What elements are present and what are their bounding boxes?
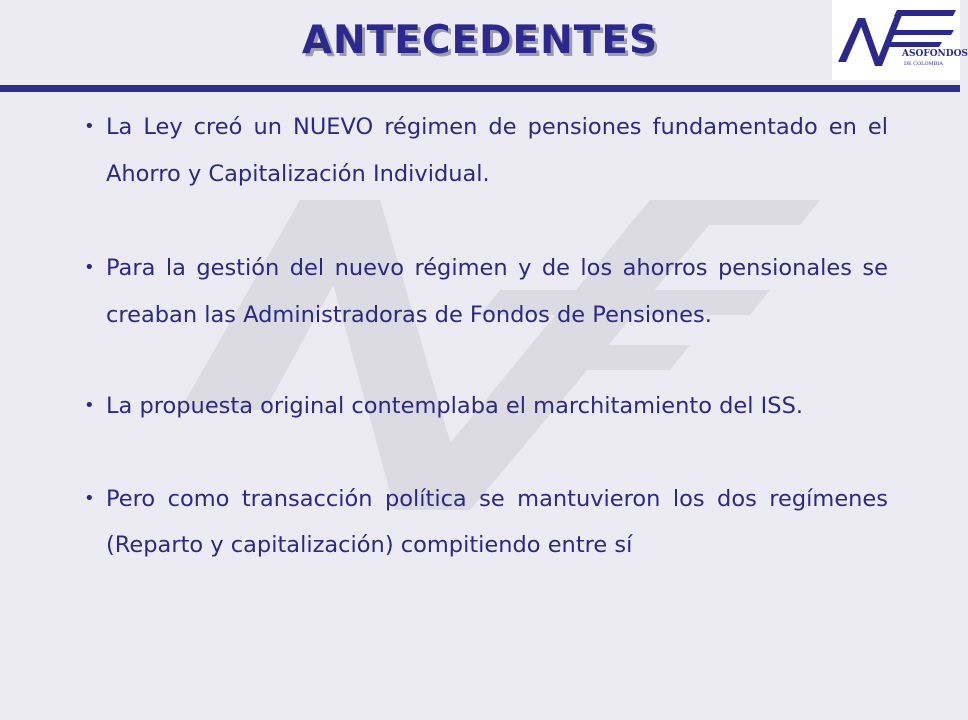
bullet-item: • Pero como transacción política se mantuvieron los dos regímenes (Reparto y capitalización) compitiendo entre sí bbox=[82, 476, 888, 569]
bullet-item: • Para la gestión del nuevo régimen y de los ahorros pensionales se creaban las Administradoras de Fondos de Pensiones. bbox=[82, 245, 888, 338]
bullet-list bbox=[82, 104, 888, 569]
bullet-item: • La propuesta original contemplaba el marchitamiento del ISS. bbox=[82, 383, 888, 430]
logo-name: ASOFONDOS bbox=[902, 49, 968, 59]
asofondos-logo-icon bbox=[832, 0, 968, 80]
logo-subtitle: DE COLOMBIA bbox=[904, 61, 943, 67]
bullet-item: • La Ley creó un NUEVO régimen de pensiones fundamentado en el Ahorro y Capitalización Individual. bbox=[82, 104, 888, 197]
page-title: ANTECEDENTES bbox=[301, 18, 659, 63]
company-logo bbox=[832, 0, 968, 80]
header-divider bbox=[0, 85, 960, 92]
